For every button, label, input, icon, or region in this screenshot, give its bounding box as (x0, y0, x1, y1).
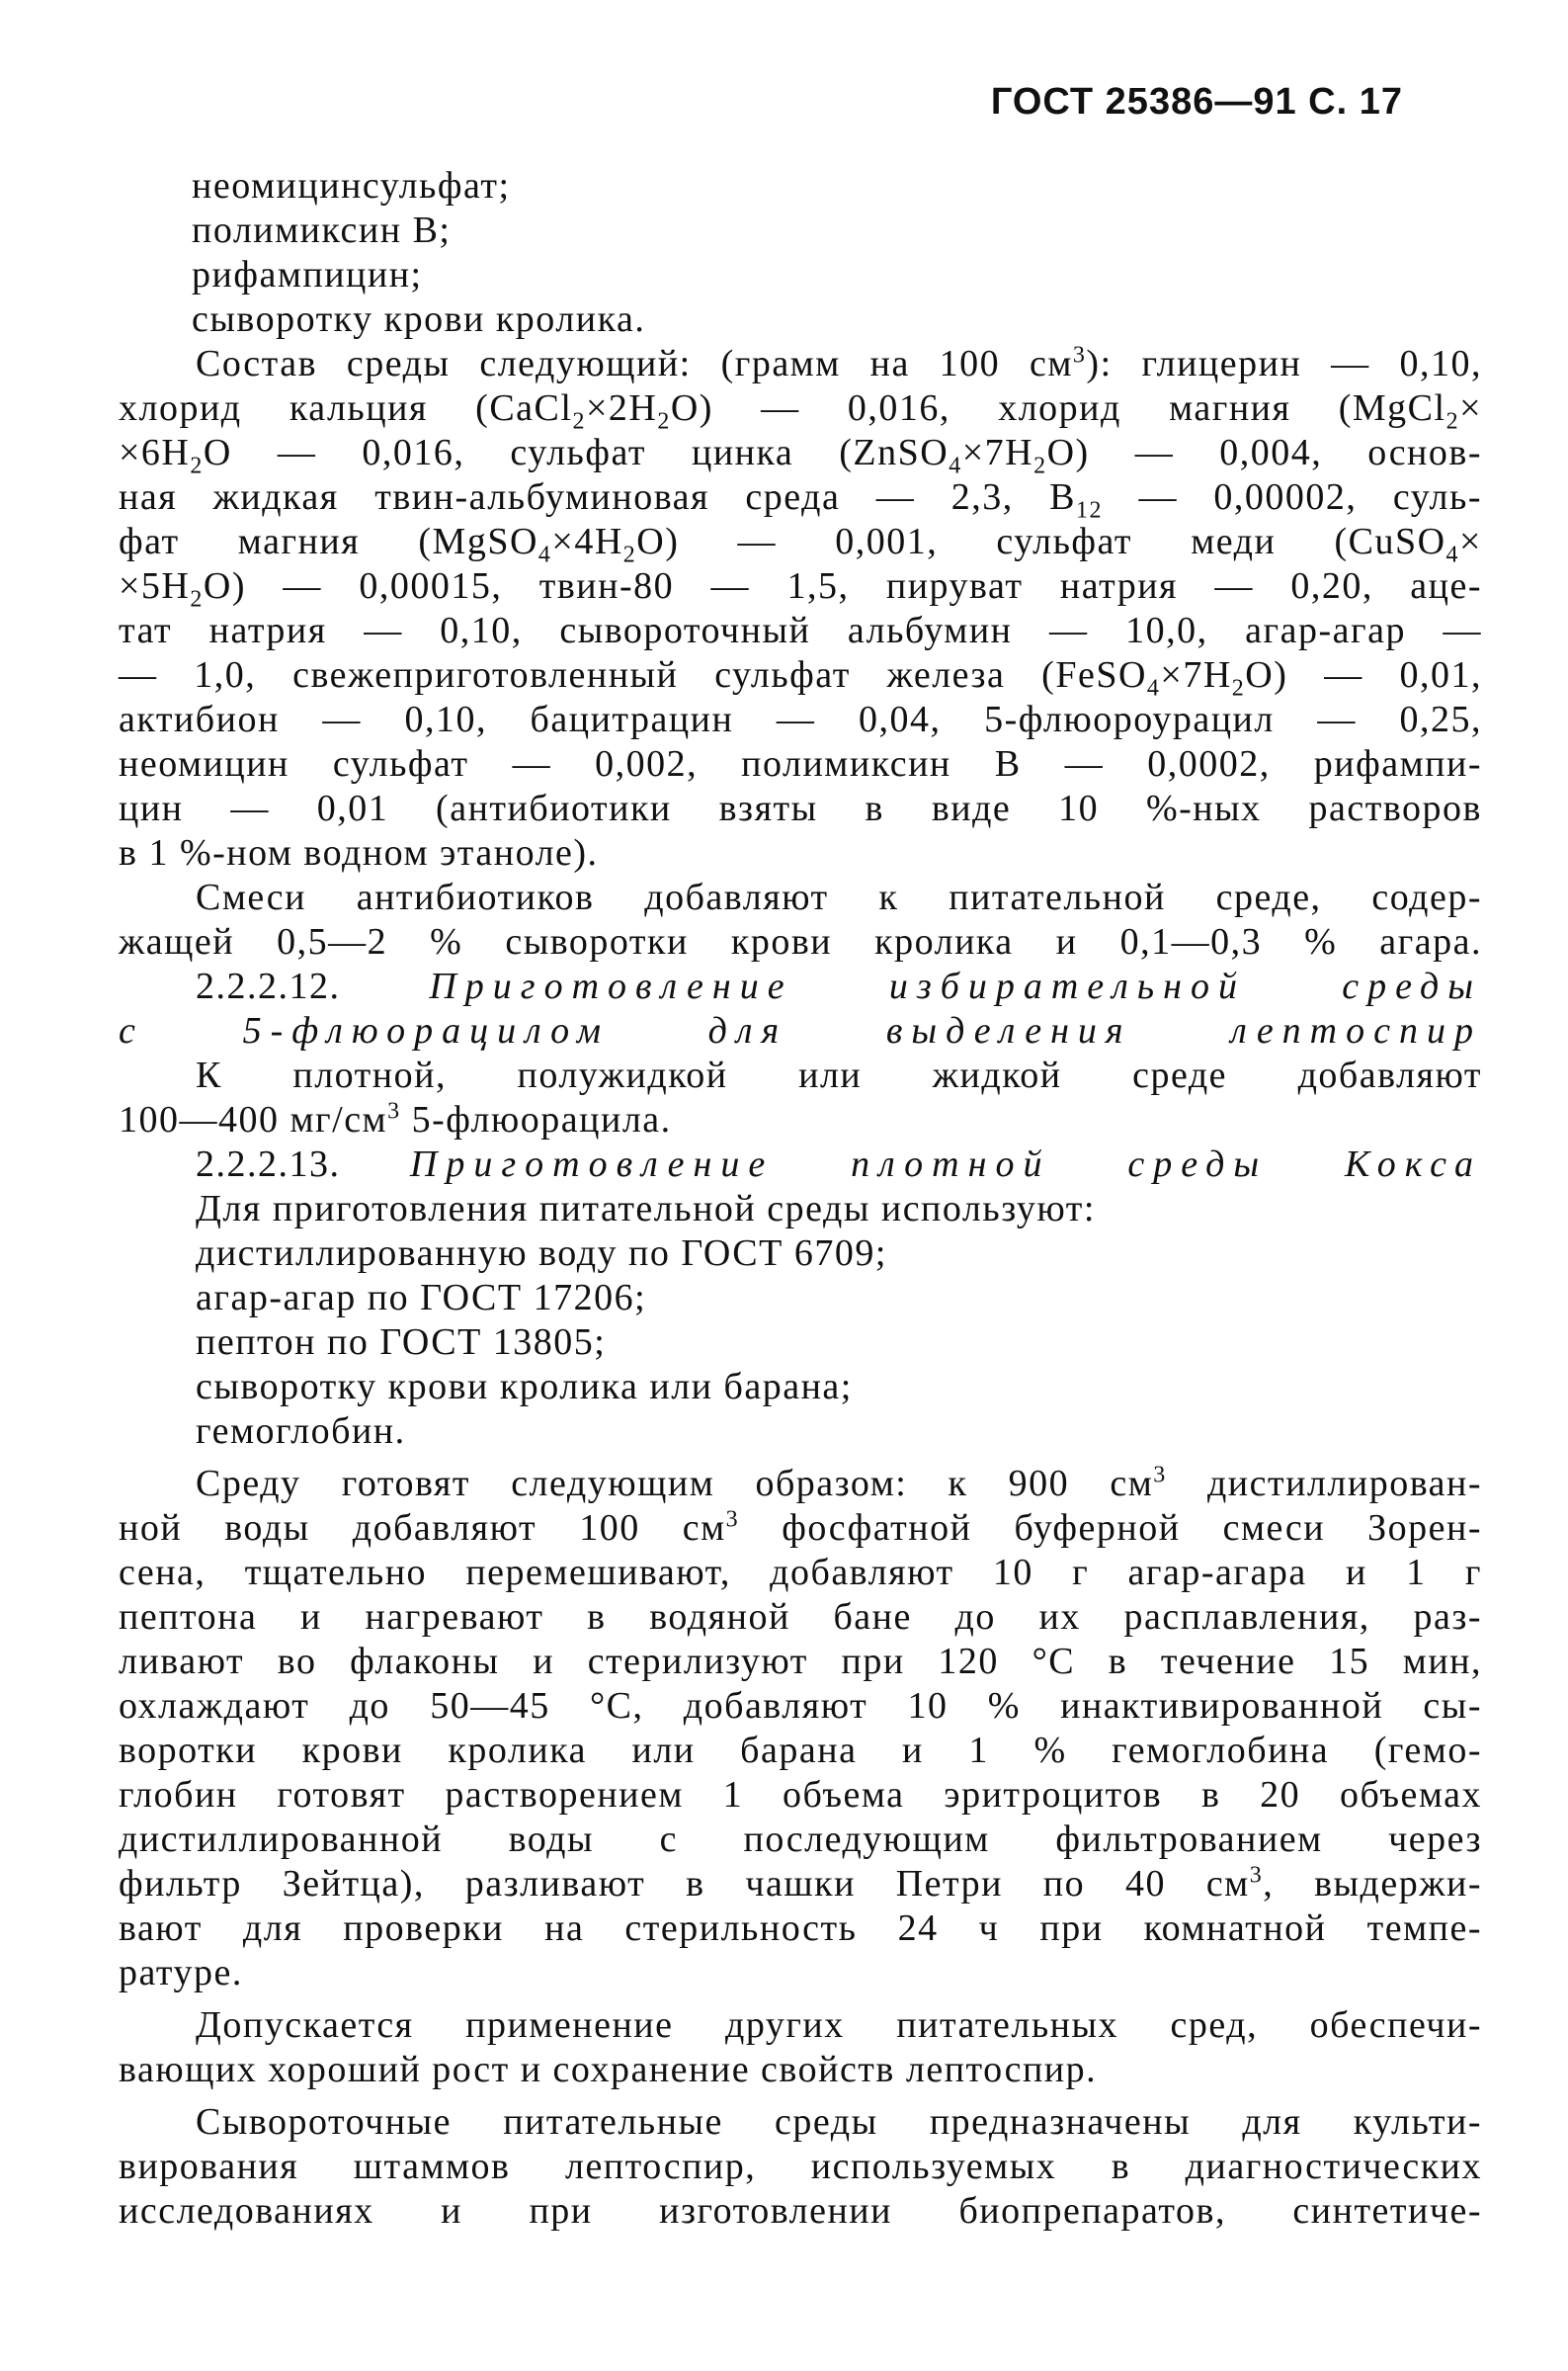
list-item: гемоглобин. (196, 1410, 406, 1452)
composition-line: ная жидкая твин-альбуминовая среда — 2,3, $B_{12}$ — 0,00002, суль- (119, 476, 1482, 524)
prep-line: Среду готовят следующим образом: к 900 $см^3$ дистиллирован- (196, 1462, 1482, 1504)
composition-line: Состав среды следующий: (грамм на 100 $см^3$): глицерин — 0,10, (196, 342, 1482, 384)
section-heading: с 5-флюорацилом для выделения лептоспир (119, 1010, 1482, 1052)
section-line: 100—400 $мг/см^3$ 5-флюорацила. (119, 1098, 672, 1141)
composition-line: цин — 0,01 (антибиотики взяты в виде 10 %-ных растворов (119, 788, 1482, 829)
list-item: дистиллированную воду по ГОСТ 6709; (196, 1232, 887, 1274)
prep-line: сена, тщательно перемешивают, добавляют 10 г агар-агара и 1 г (119, 1552, 1482, 1593)
list-item: сыворотку крови кролика или барана; (196, 1366, 853, 1407)
list-item: сыворотку крови кролика. (192, 298, 646, 340)
list-item: рифампицин; (192, 254, 423, 296)
prep-line: вают для проверки на стерильность 24 ч при комнатной темпе- (119, 1907, 1482, 1949)
serum-line: исследованиях и при изготовлении биопрепаратов, синтетиче- (119, 2190, 1482, 2232)
mix-line: жащей 0,5—2 % сыворотки крови кролика и 0,1—0,3 % агара. (119, 921, 1482, 963)
prep-line: ной воды добавляют 100 $см^3$ фосфатной буферной смеси Зорен- (119, 1506, 1482, 1549)
mix-line: Смеси антибиотиков добавляют к питательной среде, содер- (196, 877, 1482, 918)
section-line: К плотной, полужидкой или жидкой среде добавляют (196, 1055, 1482, 1096)
list-item: полимиксин В; (192, 210, 452, 251)
prep-line: охлаждают до 50—45 °С, добавляют 10 % инактивированной сы- (119, 1685, 1482, 1727)
page-header: ГОСТ 25386—91 С. 17 (990, 81, 1403, 123)
document-body (119, 164, 1482, 2234)
composition-line: неомицин сульфат — 0,002, полимиксин В — 0,0002, рифампи- (119, 743, 1482, 785)
document-page (119, 69, 1482, 2342)
serum-line: вирования штаммов лептоспир, используемых в диагностических (119, 2146, 1482, 2187)
prep-line: ливают во флаконы и стерилизуют при 120 °С в течение 15 мин, (119, 1641, 1482, 1682)
composition-line: в 1 %-ном водном этаноле). (119, 832, 599, 874)
prep-line: пептона и нагревают в водяной бане до их расплавления, раз- (119, 1596, 1482, 1638)
composition-line: актибион — 0,10, бацитрацин — 0,04, 5-флюороурацил — 0,25, (119, 699, 1482, 740)
list-item: пептон по ГОСТ 13805; (196, 1321, 607, 1363)
composition-line: $\times 5H_2O$) — 0,00015, твин-80 — 1,5, пируват натрия — 0,20, аце- (119, 565, 1482, 613)
composition-line: — 1,0, свежеприготовленный сульфат железа $(FeSO_4\times 7H_2O)$ — 0,01, (119, 654, 1482, 702)
composition-line: хлорид кальция $(CaCl_2\times 2H_2O)$ — 0,016, хлорид магния (MgCl$_2$× (119, 387, 1483, 435)
prep-line: дистиллированной воды с последующим фильтрованием через (119, 1819, 1482, 1860)
section-heading: 2.2.2.12. Приготовление избирательной среды (196, 966, 1482, 1007)
composition-line: фат магния $(MgSO_4\times 4H_2O)$ — 0,001, сульфат меди (CuSO$_4$× (119, 521, 1482, 568)
section-line: Для приготовления питательной среды используют: (196, 1188, 1096, 1229)
composition-line: $\times 6H_2O$ — 0,016, сульфат цинка $(ZnSO_4\times 7H_2O)$ — 0,004, основ- (119, 432, 1482, 479)
section-heading: 2.2.2.13. Приготовление плотной среды Кокса (196, 1143, 1482, 1185)
prep-line: глобин готовят растворением 1 объема эритроцитов в 20 объемах (119, 1774, 1482, 1816)
prep-line: воротки крови кролика или барана и 1 % гемоглобина (гемо- (119, 1730, 1482, 1771)
prep-line: фильтр Зейтца), разливают в чашки Петри по 40 $см^3$, выдержи- (119, 1862, 1482, 1905)
serum-line: Сывороточные питательные среды предназначены для культи- (196, 2101, 1482, 2143)
composition-line: тат натрия — 0,10, сывороточный альбумин — 10,0, агар-агар — (119, 610, 1482, 651)
list-item: агар-агар по ГОСТ 17206; (196, 1277, 647, 1318)
list-item: неомицинсульфат; (192, 165, 511, 207)
allow-line: вающих хороший рост и сохранение свойств лептоспир. (119, 2049, 1098, 2090)
allow-line: Допускается применение других питательных сред, обеспечи- (196, 2004, 1482, 2046)
prep-line: ратуре. (119, 1952, 243, 1993)
